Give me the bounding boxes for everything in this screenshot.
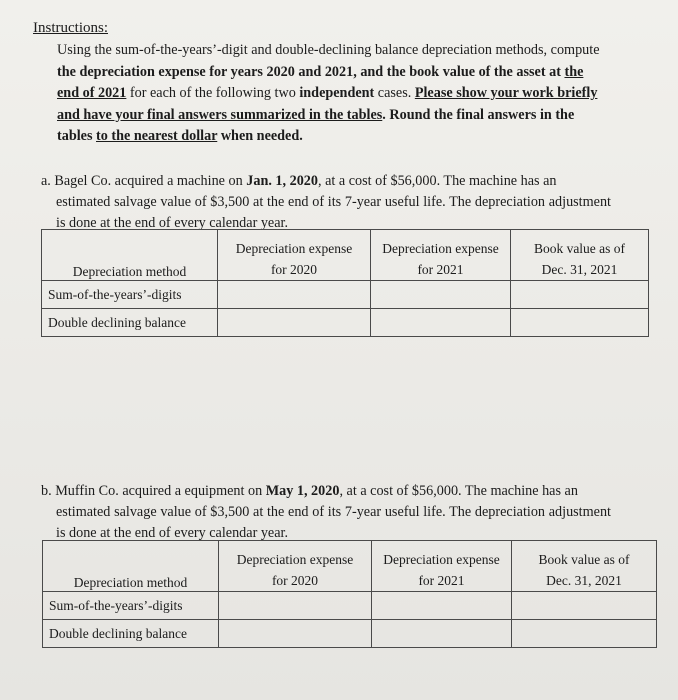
table-row (43, 620, 657, 648)
case-b-header-book-line2: Dec. 31, 2021 (546, 573, 622, 588)
case-a-header-method: Depreciation method (42, 230, 218, 281)
instructions-text-11: when needed. (217, 128, 303, 144)
case-b-text-3: , at a cost of $56,000. The machine has an (339, 483, 578, 499)
case-a-syd-2021-cell[interactable] (371, 281, 511, 309)
instructions-text (57, 40, 605, 148)
case-b-date: May 1, 2020 (265, 483, 340, 499)
instructions-text-5: for each of the following two (126, 85, 300, 101)
case-a-header-book-line1: Book value as of (533, 241, 626, 256)
case-a-header-2020 (218, 230, 371, 281)
case-b-syd-2020-cell[interactable] (219, 592, 372, 620)
case-b-header-row (43, 541, 657, 592)
case-b-line-1 (41, 481, 611, 502)
table-row (42, 309, 649, 337)
case-a-header-2021-line1: Depreciation expense (382, 241, 499, 256)
case-b-row-ddb-label: Double declining balance (43, 620, 219, 648)
instructions-emphasis-years: the depreciation expense for years 2020 and 2021 (57, 63, 354, 80)
case-a-syd-book-cell[interactable] (511, 281, 649, 309)
table-row (42, 281, 649, 309)
instructions-text-9: . Round the final answers in the tables (57, 106, 575, 144)
case-b-header-2020-line2: for 2020 (271, 573, 319, 588)
case-b-header-book (512, 541, 657, 592)
case-a-ddb-2020-cell[interactable] (218, 309, 371, 337)
case-b-header-2021-line2: for 2021 (418, 573, 465, 588)
case-a-ddb-2021-cell[interactable] (371, 309, 511, 337)
case-a-line-1 (41, 171, 611, 192)
case-b-header-2021 (372, 541, 512, 592)
instructions-text-3: , and the book value of the asset at (353, 63, 565, 80)
case-a-row-ddb-label: Double declining balance (42, 309, 218, 337)
case-b-ddb-2021-cell[interactable] (372, 620, 512, 648)
instructions-emphasis-nearest-dollar: to the nearest dollar (96, 128, 218, 144)
case-a-syd-2020-cell[interactable] (218, 281, 371, 309)
instructions-text-7: cases. (374, 85, 415, 101)
instructions-emphasis-show-work: Please show your work briefly and have your final answers summarized in the tables (57, 85, 598, 123)
case-a-header-2021-line2: for 2021 (417, 262, 464, 277)
case-b-row-syd-label: Sum-of-the-years’-digits (43, 592, 219, 620)
case-b-table (42, 540, 657, 648)
case-b-header-2020 (219, 541, 372, 592)
case-a-row-syd-label: Sum-of-the-years’-digits (42, 281, 218, 309)
case-b-description (41, 481, 611, 544)
case-b-header-book-line1: Book value as of (538, 552, 630, 567)
case-b-header-2020-line1: Depreciation expense (236, 552, 354, 567)
case-a-description (41, 171, 611, 234)
case-a-header-2020-line1: Depreciation expense (235, 241, 353, 256)
instructions-emphasis-independent: independent (299, 85, 375, 101)
instructions-text-1: Using the sum-of-the-years’-digit and double-declining balance depreciation methods, compute (57, 42, 600, 58)
case-a-ddb-book-cell[interactable] (511, 309, 649, 337)
case-a-header-2021 (371, 230, 511, 281)
case-a-header-book-line2: Dec. 31, 2021 (541, 262, 618, 277)
case-a-table (41, 229, 649, 337)
case-a-date: Jan. 1, 2020 (246, 173, 318, 189)
table-row (43, 592, 657, 620)
case-b-header-method: Depreciation method (43, 541, 219, 592)
instructions-emphasis-end-2021: the end of 2021 (57, 63, 584, 101)
case-b-header-2021-line1: Depreciation expense (383, 552, 500, 567)
case-b-ddb-2020-cell[interactable] (219, 620, 372, 648)
instructions-title: Instructions: (33, 20, 108, 36)
case-b-text-4: estimated salvage value of $3,500 at the end of its 7-year useful life. The depreciation adjustment is done at the end of every calendar year. (56, 504, 611, 541)
case-a-header-book (511, 230, 649, 281)
case-b-text-1: b. Muffin Co. acquired a equipment on (41, 483, 266, 499)
case-b-syd-book-cell[interactable] (512, 592, 657, 620)
case-b-ddb-book-cell[interactable] (512, 620, 657, 648)
case-a-text-1: a. Bagel Co. acquired a machine on (41, 173, 247, 189)
case-b-syd-2021-cell[interactable] (372, 592, 512, 620)
case-a-text-4: estimated salvage value of $3,500 at the end of its 7-year useful life. The depreciation adjustment is done at the end of every calendar year. (56, 194, 611, 231)
case-a-header-row (42, 230, 649, 281)
case-a-text-3: , at a cost of $56,000. The machine has an (317, 173, 557, 189)
case-a-header-2020-line2: for 2020 (270, 262, 318, 277)
